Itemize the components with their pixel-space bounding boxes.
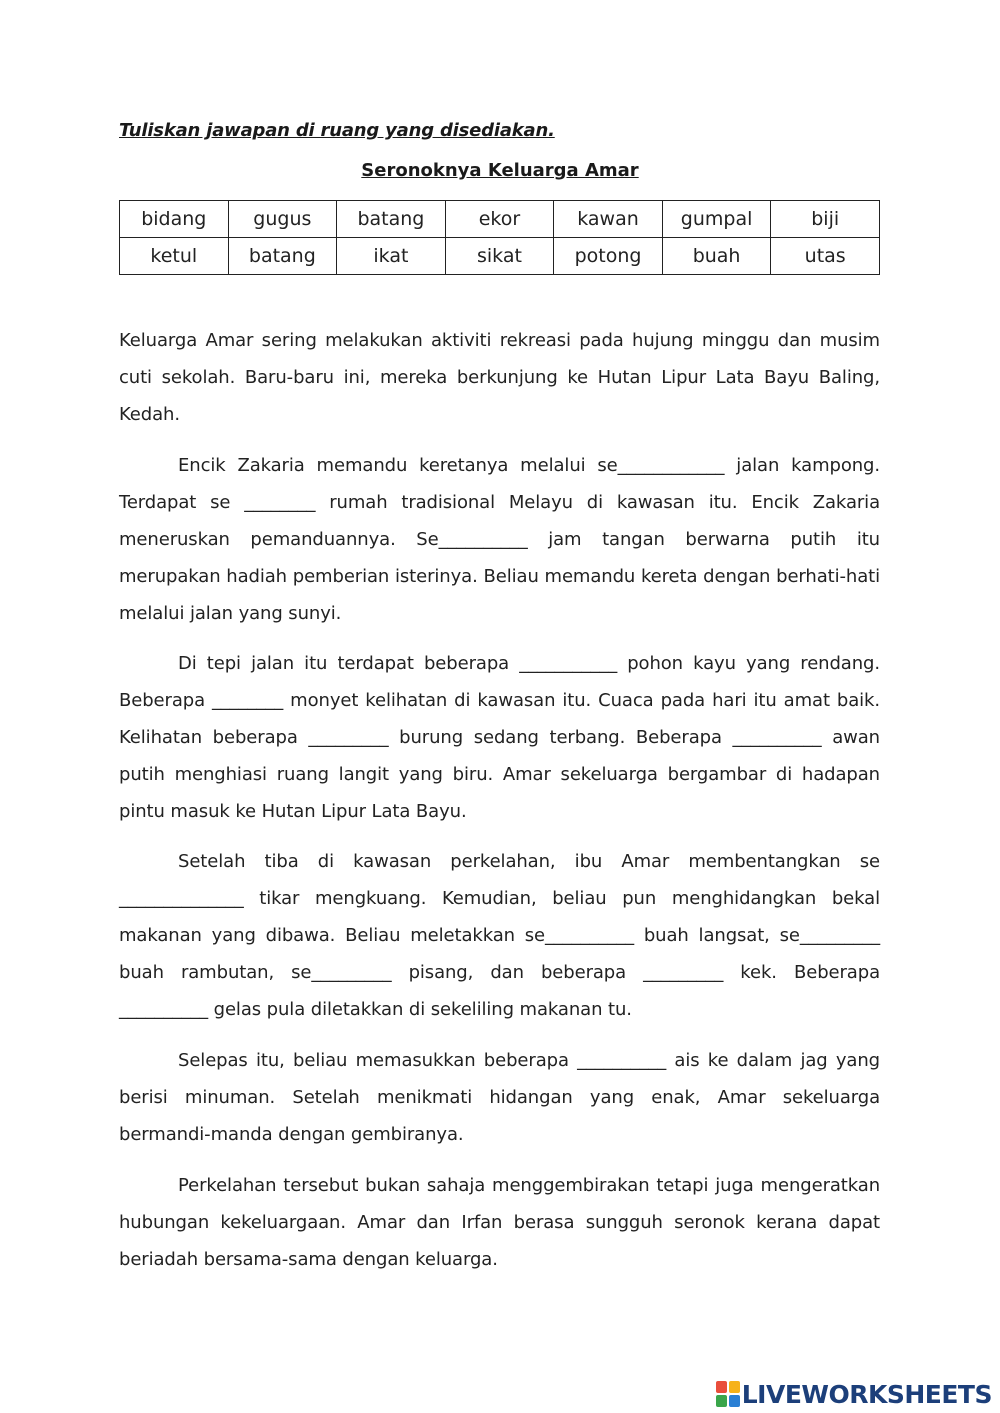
paragraph-picnic: Setelah tiba di kawasan perkelahan, ibu Amar membentangkan se ______________ tikar mengkuang. Kemudian, beliau pun menghidangkan bekal makanan yang dibawa. Beliau meletakkan se__________ buah langsat, se_________ buah rambutan, se_________ pisang, dan beberapa _________ kek. Beberapa __________ gelas pula diletakkan di sekeliling makanan tu. <box>119 851 880 1020</box>
table-cell: ekor <box>445 201 554 238</box>
instruction-text: Tuliskan jawapan di ruang yang disediakan. <box>119 120 555 141</box>
table-cell: bidang <box>120 201 229 238</box>
paragraph-roadside: Di tepi jalan itu terdapat beberapa ___________ pohon kayu yang rendang. Beberapa ________ monyet kelihatan di kawasan itu. Cuaca pada hari itu amat baik. Kelihatan beberapa _________ burung sedang terbang. Beberapa __________ awan putih menghiasi ruang langit yang biru. Amar sekeluarga bergambar di hadapan pintu masuk ke Hutan Lipur Lata Bayu. <box>119 653 880 822</box>
paragraph-closing: Perkelahan tersebut bukan sahaja menggembirakan tetapi juga mengeratkan hubungan kekeluargaan. Amar dan Irfan berasa sungguh seronok kerana dapat beriadah bersama-sama dengan keluarga. <box>119 1175 880 1270</box>
table-cell: ikat <box>337 238 446 275</box>
table-row <box>120 238 880 275</box>
table-cell: sikat <box>445 238 554 275</box>
paragraph-drinks: Selepas itu, beliau memasukkan beberapa __________ ais ke dalam jag yang berisi minuman. Setelah menikmati hidangan yang enak, Amar sekeluarga bermandi-manda dengan gembiranya. <box>119 1050 880 1145</box>
table-cell: utas <box>771 238 880 275</box>
paragraph-intro: Keluarga Amar sering melakukan aktiviti rekreasi pada hujung minggu dan musim cuti sekolah. Baru-baru ini, mereka berkunjung ke Hutan Lipur Lata Bayu Baling, Kedah. <box>119 330 880 425</box>
paragraph-drive: Encik Zakaria memandu keretanya melalui se____________ jalan kampong. Terdapat se ________ rumah tradisional Melayu di kawasan itu. Encik Zakaria meneruskan pemanduannya. Se__________ jam tangan berwarna putih itu merupakan hadiah pemberian isterinya. Beliau memandu kereta dengan berhati-hati melalui jalan yang sunyi. <box>119 455 880 624</box>
logo-text: LIVEWORKSHEETS <box>741 1379 992 1409</box>
table-cell: batang <box>228 238 337 275</box>
table-cell: batang <box>337 201 446 238</box>
table-cell: potong <box>554 238 663 275</box>
table-cell: ketul <box>120 238 229 275</box>
table-cell: gumpal <box>662 201 771 238</box>
liveworksheets-logo-icon <box>716 1381 740 1407</box>
table-cell: gugus <box>228 201 337 238</box>
table-cell: buah <box>662 238 771 275</box>
word-bank-table <box>119 200 880 275</box>
table-row <box>120 201 880 238</box>
table-cell: biji <box>771 201 880 238</box>
page-title: Seronoknya Keluarga Amar <box>361 160 639 181</box>
table-cell: kawan <box>554 201 663 238</box>
liveworksheets-logo <box>716 1378 992 1410</box>
